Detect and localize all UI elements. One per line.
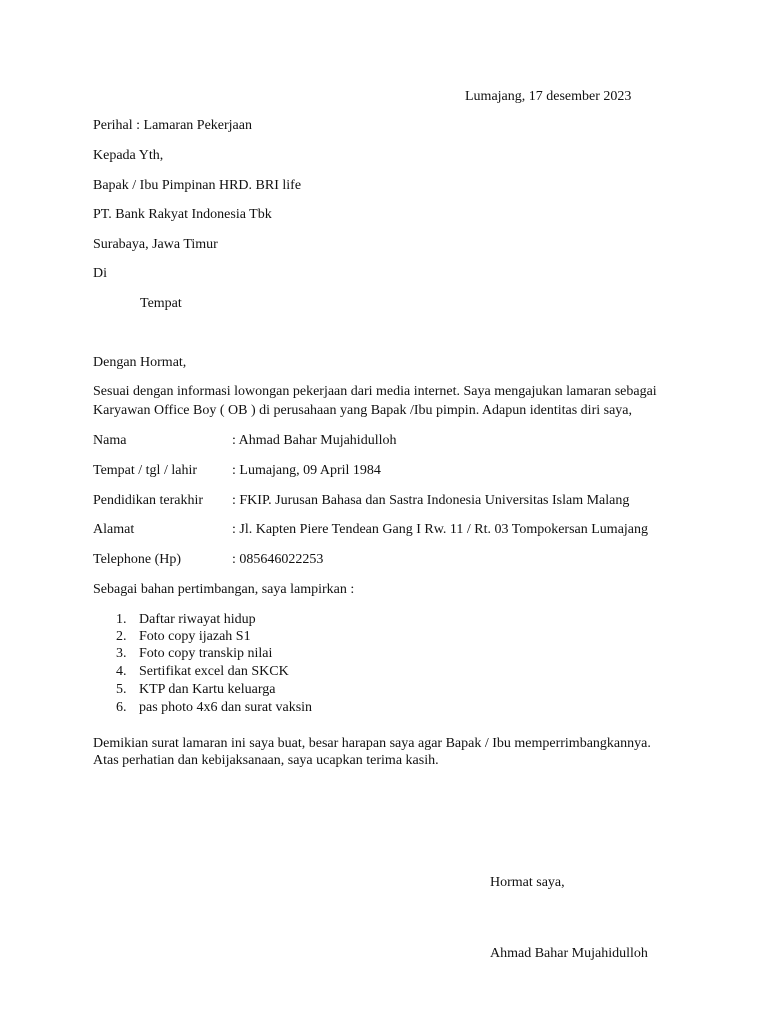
subject-line: Perihal : Lamaran Pekerjaan [93, 118, 252, 133]
recipient-line-2: PT. Bank Rakyat Indonesia Tbk [93, 207, 272, 222]
place-date: Lumajang, 17 desember 2023 [465, 89, 632, 104]
closing-line-2: Atas perhatian dan kebijaksanaan, saya ucapkan terima kasih. [93, 753, 439, 768]
list-item-number: 3. [116, 646, 127, 661]
recipient-line-5: Tempat [140, 296, 182, 311]
list-item: Foto copy ijazah S1 [139, 629, 251, 644]
intro-line-1: Sesuai dengan informasi lowongan pekerjaan dari media internet. Saya mengajukan lamaran sebagai [93, 384, 657, 399]
list-item-number: 5. [116, 682, 127, 697]
list-item: Foto copy transkip nilai [139, 646, 273, 661]
list-item-number: 2. [116, 629, 127, 644]
list-item-number: 4. [116, 664, 127, 679]
recipient-greeting: Kepada Yth, [93, 148, 164, 163]
identity-value: : FKIP. Jurusan Bahasa dan Sastra Indonesia Universitas Islam Malang [232, 493, 630, 508]
identity-label: Tempat / tgl / lahir [93, 463, 197, 478]
identity-value: : Ahmad Bahar Mujahidulloh [232, 433, 397, 448]
identity-label: Alamat [93, 522, 135, 537]
list-item-number: 1. [116, 612, 127, 627]
salutation: Dengan Hormat, [93, 355, 187, 370]
list-item: Sertifikat excel dan SKCK [139, 664, 289, 679]
identity-label: Nama [93, 433, 127, 448]
identity-label: Pendidikan terakhir [93, 493, 204, 508]
identity-value: : 085646022253 [232, 552, 324, 567]
list-item-number: 6. [116, 700, 127, 715]
closing-line-1: Demikian surat lamaran ini saya buat, besar harapan saya agar Bapak / Ibu memperrimbangkannya. [93, 736, 651, 751]
list-item: KTP dan Kartu keluarga [139, 682, 276, 697]
identity-label: Telephone (Hp) [93, 552, 182, 567]
intro-line-2: Karyawan Office Boy ( OB ) di perusahaan yang Bapak /Ibu pimpin. Adapun identitas diri saya, [93, 403, 632, 418]
signatory-name: Ahmad Bahar Mujahidulloh [490, 946, 648, 961]
identity-value: : Lumajang, 09 April 1984 [232, 463, 381, 478]
regards: Hormat saya, [490, 875, 565, 890]
list-item: Daftar riwayat hidup [139, 612, 256, 627]
attachments-intro: Sebagai bahan pertimbangan, saya lampirkan : [93, 582, 355, 597]
recipient-line-4: Di [93, 266, 107, 281]
recipient-line-1: Bapak / Ibu Pimpinan HRD. BRI life [93, 178, 302, 193]
identity-value: : Jl. Kapten Piere Tendean Gang I Rw. 11 / Rt. 03 Tompokersan Lumajang [232, 522, 649, 537]
recipient-line-3: Surabaya, Jawa Timur [93, 237, 218, 252]
list-item: pas photo 4x6 dan surat vaksin [139, 700, 313, 715]
